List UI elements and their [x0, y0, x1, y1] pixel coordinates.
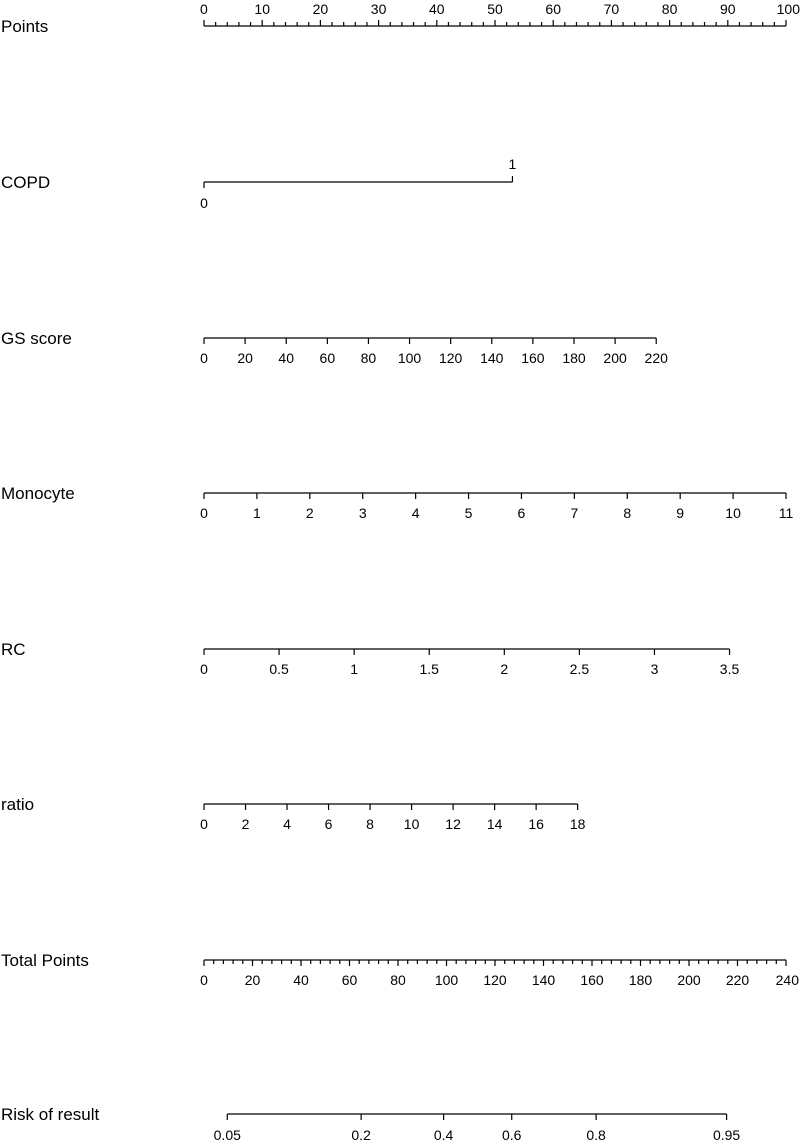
- tick-label-total-points: 0: [200, 972, 208, 988]
- tick-label-risk: 0.4: [433, 1127, 454, 1143]
- tick-label-gs-score: 0: [200, 350, 208, 366]
- tick-label-risk: 0.95: [712, 1127, 741, 1143]
- row-risk: [1, 1105, 740, 1143]
- tick-label-ratio: 4: [283, 816, 291, 832]
- tick-label-ratio: 12: [445, 816, 461, 832]
- tick-label-monocyte: 3: [358, 505, 367, 521]
- tick-label-points: 40: [429, 1, 445, 17]
- tick-label-total-points: 160: [580, 972, 604, 988]
- tick-label-points: 10: [254, 1, 270, 17]
- tick-label-risk: 0.2: [351, 1127, 371, 1143]
- tick-label-gs-score: 120: [438, 350, 463, 366]
- row-ratio: [1, 795, 586, 832]
- tick-label-risk: 0.8: [586, 1127, 606, 1143]
- tick-label-rc: 0: [200, 661, 208, 677]
- tick-label-points: 20: [312, 1, 329, 17]
- tick-label-monocyte: 9: [676, 505, 685, 521]
- level-label-copd: 0: [200, 195, 208, 211]
- tick-label-monocyte: 6: [517, 505, 526, 521]
- row-label-points: Points: [1, 17, 49, 36]
- tick-label-ratio: 18: [569, 816, 586, 832]
- tick-label-gs-score: 140: [480, 350, 504, 366]
- tick-label-total-points: 60: [341, 972, 358, 988]
- tick-label-gs-score: 200: [603, 350, 627, 366]
- tick-label-total-points: 120: [483, 972, 507, 988]
- tick-label-gs-score: 180: [562, 350, 586, 366]
- tick-label-risk: 0.6: [501, 1127, 522, 1143]
- row-label-ratio: ratio: [1, 795, 35, 814]
- row-gs-score: [1, 329, 668, 366]
- tick-label-rc: 2: [500, 661, 509, 677]
- row-points: [1, 1, 800, 36]
- tick-label-points: 0: [200, 1, 208, 17]
- tick-label-total-points: 220: [725, 972, 750, 988]
- row-label-total-points: Total Points: [1, 951, 89, 970]
- tick-label-points: 100: [776, 1, 800, 17]
- tick-label-gs-score: 160: [521, 350, 545, 366]
- row-label-rc: RC: [1, 640, 26, 659]
- tick-label-rc: 0.5: [269, 661, 289, 677]
- tick-label-ratio: 2: [241, 816, 250, 832]
- tick-label-ratio: 10: [403, 816, 420, 832]
- tick-label-rc: 3: [650, 661, 659, 677]
- tick-label-points: 30: [370, 1, 387, 17]
- tick-label-ratio: 8: [366, 816, 374, 832]
- tick-label-monocyte: 7: [570, 505, 579, 521]
- tick-label-total-points: 140: [531, 972, 556, 988]
- tick-label-total-points: 80: [390, 972, 406, 988]
- tick-label-rc: 2.5: [569, 661, 590, 677]
- tick-label-total-points: 240: [775, 972, 799, 988]
- row-rc: [1, 640, 739, 677]
- tick-label-gs-score: 220: [644, 350, 668, 366]
- row-label-copd: COPD: [1, 173, 51, 192]
- row-label-risk: Risk of result: [1, 1105, 100, 1124]
- tick-label-total-points: 100: [434, 972, 459, 988]
- tick-label-monocyte: 4: [411, 505, 420, 521]
- tick-label-points: 80: [661, 1, 678, 17]
- tick-label-gs-score: 20: [237, 350, 253, 366]
- tick-label-gs-score: 60: [319, 350, 336, 366]
- tick-label-risk: 0.05: [213, 1127, 241, 1143]
- tick-label-ratio: 14: [486, 816, 503, 832]
- level-label-copd: 1: [508, 156, 517, 172]
- tick-label-rc: 1: [350, 661, 359, 677]
- tick-label-rc: 3.5: [719, 661, 740, 677]
- row-label-gs-score: GS score: [1, 329, 72, 348]
- tick-label-total-points: 40: [293, 972, 309, 988]
- tick-label-points: 60: [545, 1, 561, 17]
- tick-label-monocyte: 10: [725, 505, 741, 521]
- row-label-monocyte: Monocyte: [1, 484, 75, 503]
- row-copd: [1, 156, 517, 211]
- tick-label-monocyte: 2: [305, 505, 314, 521]
- tick-label-points: 90: [720, 1, 736, 17]
- tick-label-ratio: 6: [324, 816, 333, 832]
- tick-label-points: 50: [487, 1, 503, 17]
- tick-label-ratio: 0: [200, 816, 208, 832]
- tick-label-gs-score: 100: [397, 350, 422, 366]
- row-monocyte: [1, 484, 793, 521]
- tick-label-rc: 1.5: [419, 661, 439, 677]
- tick-label-monocyte: 8: [623, 505, 632, 521]
- tick-label-gs-score: 80: [360, 350, 377, 366]
- tick-label-monocyte: 5: [464, 505, 473, 521]
- tick-label-monocyte: 0: [200, 505, 208, 521]
- tick-label-points: 70: [603, 1, 620, 17]
- tick-label-ratio: 16: [528, 816, 544, 832]
- tick-label-total-points: 20: [244, 972, 261, 988]
- tick-label-monocyte: 11: [778, 505, 794, 521]
- tick-label-total-points: 180: [628, 972, 653, 988]
- tick-label-gs-score: 40: [278, 350, 295, 366]
- tick-label-total-points: 200: [677, 972, 701, 988]
- tick-label-monocyte: 1: [253, 505, 261, 521]
- row-total-points: [1, 951, 799, 988]
